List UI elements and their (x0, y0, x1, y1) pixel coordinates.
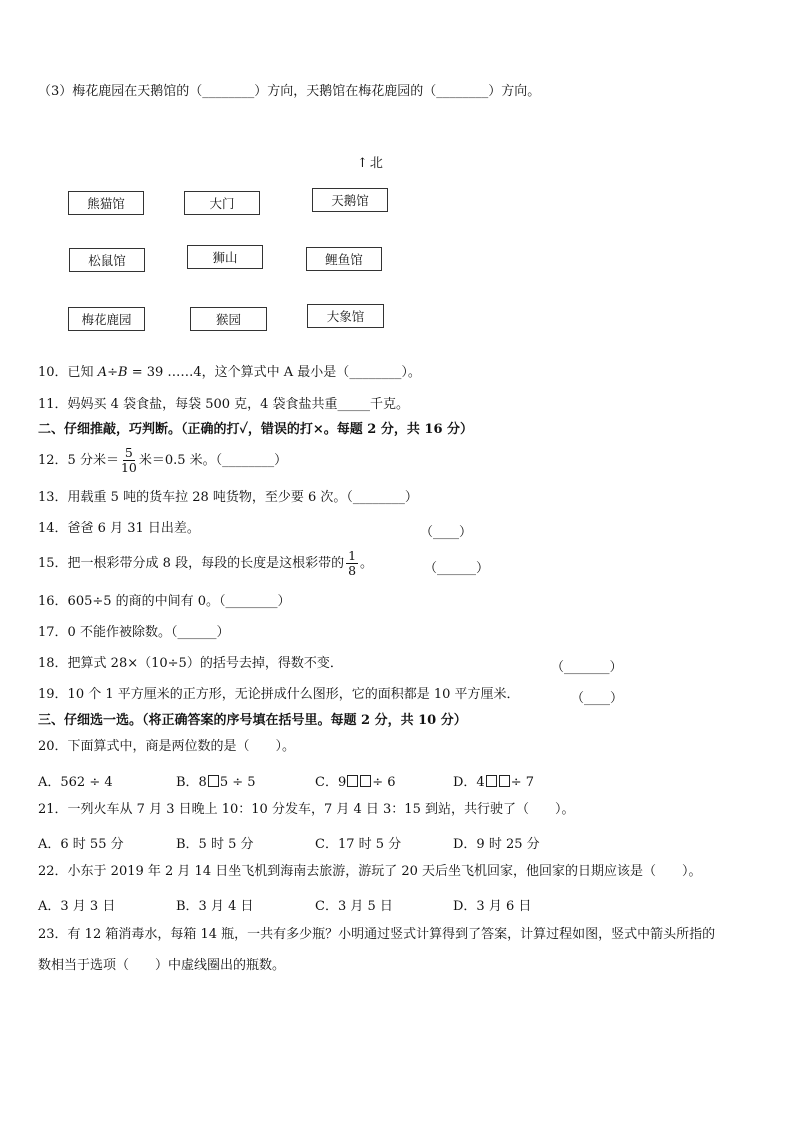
section-2-title: 二、仔细推敲，巧判断。（正确的打✓，错误的打×。每题 2 分，共 16 分） (38, 422, 474, 437)
q20-option-b (176, 771, 256, 790)
map-box-elephant: 大象馆 (307, 304, 384, 328)
q10-suffix: ）。 (401, 365, 421, 380)
question-21: 21．一列火车从 7 月 3 日晚上 10：10 分发车，7 月 4 日 3：15 到站，共行驶了（ ）。 (38, 802, 575, 817)
q22-option-c: C．3 月 5 日 (315, 899, 393, 914)
q12-suffix: 米＝0.5 米。（________） (138, 453, 288, 468)
q10-operator: ÷ (107, 365, 118, 380)
section-3-title: 三、仔细选一选。（将正确答案的序号填在括号里。每题 2 分，共 10 分） (38, 713, 467, 728)
q15-prefix: 15．把一根彩带分成 8 段，每段的长度是这根彩带的 (38, 556, 345, 571)
question-13: 13．用载重 5 吨的货车拉 28 吨货物，至少要 6 次。（________） (38, 490, 418, 505)
q21-option-b: B．5 时 5 分 (176, 837, 254, 852)
q12-prefix: 12．5 分米＝ (38, 453, 119, 468)
blank-square-icon (347, 775, 358, 787)
q9-3-blank-2: ________ (436, 84, 489, 99)
q9-3-prefix: （3）梅花鹿园在天鹅馆的（ (38, 84, 203, 99)
question-16: 16．605÷5 的商的中间有 0。（________） (38, 594, 291, 609)
q20-c-prefix: C．9 (315, 775, 347, 790)
q18-answer-blank: （_______） (551, 660, 623, 675)
question-23-line-2: 数相当于选项（ ）中虚线圈出的瓶数。 (38, 958, 286, 973)
q20-b-prefix: B．8 (176, 775, 207, 790)
fraction-5-10 (121, 446, 137, 475)
north-arrow-icon: ↑ (357, 156, 368, 171)
blank-square-icon (360, 775, 371, 787)
fraction-numerator: 1 (348, 548, 357, 563)
q20-b-suffix: 5 ÷ 5 (219, 775, 256, 790)
fraction-denominator: 10 (120, 460, 137, 475)
q19-answer-blank: （____） (571, 691, 624, 706)
question-15 (38, 549, 373, 578)
map-box-panda: 熊猫馆 (68, 191, 144, 215)
q20-d-suffix: ÷ 7 (510, 775, 534, 790)
q20-option-a: A．562 ÷ 4 (38, 775, 113, 790)
q20-option-c (315, 771, 396, 790)
north-indicator (357, 152, 383, 171)
fraction-denominator: 8 (348, 563, 357, 578)
q22-option-a: A．3 月 3 日 (38, 899, 116, 914)
map-box-gate: 大门 (184, 191, 260, 215)
question-23-line-1: 23．有 12 箱消毒水，每箱 14 瓶，一共有多少瓶？小明通过竖式计算得到了答案，计算过程如图，竖式中箭头所指的 (38, 927, 716, 942)
q9-3-suffix: ）方向。 (488, 84, 541, 99)
q14-answer-blank: （____） (420, 525, 473, 540)
q20-option-d (453, 771, 534, 790)
question-20: 20．下面算式中，商是两位数的是（ ）。 (38, 739, 296, 754)
map-box-deer-park: 梅花鹿园 (68, 307, 145, 331)
north-label: 北 (369, 156, 383, 171)
blank-square-icon (208, 775, 219, 787)
map-box-lion-hill: 狮山 (187, 245, 263, 269)
q10-var-b: B (117, 365, 128, 380)
q10-prefix: 10．已知 (38, 365, 94, 380)
map-box-swan: 天鹅馆 (312, 188, 388, 212)
q22-option-b: B．3 月 4 日 (176, 899, 254, 914)
map-box-monkey: 猴园 (190, 307, 267, 331)
fraction-1-8 (346, 549, 358, 578)
question-11: 11．妈妈买 4 袋食盐，每袋 500 克，4 袋食盐共重_____千克。 (38, 397, 410, 412)
q15-suffix: 。 (360, 556, 374, 571)
fraction-numerator: 5 (124, 445, 133, 460)
q22-option-d: D．3 月 6 日 (453, 899, 532, 914)
map-box-carp: 鲤鱼馆 (306, 247, 382, 271)
q21-option-a: A．6 时 55 分 (38, 837, 124, 852)
blank-square-icon (499, 775, 510, 787)
q20-d-prefix: D．4 (453, 775, 485, 790)
q21-option-d: D．9 时 25 分 (453, 837, 540, 852)
question-22: 22．小东于 2019 年 2 月 14 日坐飞机到海南去旅游，游玩了 20 天后坐飞机回家，他回家的日期应该是（ ）。 (38, 864, 702, 879)
q15-answer-blank: （______） (424, 561, 490, 576)
blank-square-icon (486, 775, 497, 787)
question-19: 19．10 个 1 平方厘米的正方形，无论拼成什么图形，它的面积都是 10 平方厘米． (38, 687, 520, 702)
question-18: 18．把算式 28×（10÷5）的括号去掉，得数不变． (38, 656, 343, 671)
question-17: 17．0 不能作被除数。（______） (38, 625, 230, 640)
q21-option-c: C．17 时 5 分 (315, 837, 402, 852)
q20-c-suffix: ÷ 6 (372, 775, 396, 790)
question-10 (38, 365, 421, 381)
question-12 (38, 446, 287, 475)
map-box-squirrel: 松鼠馆 (69, 248, 145, 272)
q10-equation: = 39 ……4，这个算式中 A 最小是（ (131, 365, 350, 380)
q9-3-mid: ）方向，天鹅馆在梅花鹿园的（ (254, 84, 437, 99)
question-14: 14．爸爸 6 月 31 日出差。 (38, 521, 200, 536)
q10-var-a: A (97, 365, 108, 380)
q10-blank: ________ (349, 365, 402, 380)
question-9-3 (38, 84, 540, 100)
q9-3-blank-1: ________ (202, 84, 255, 99)
